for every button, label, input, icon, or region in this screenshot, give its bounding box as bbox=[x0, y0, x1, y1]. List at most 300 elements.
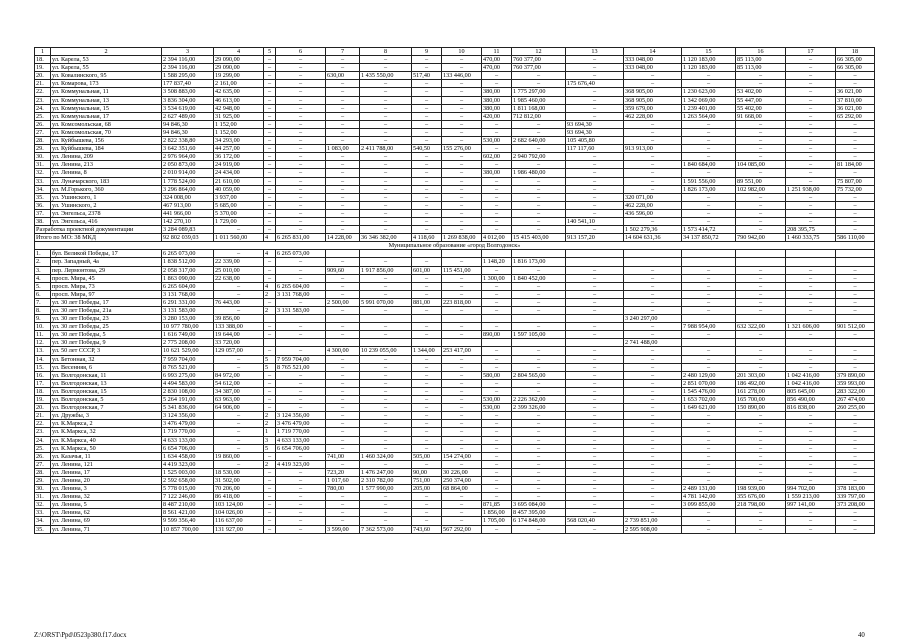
value-cell: – bbox=[836, 347, 875, 355]
value-cell: 7 959 704,00 bbox=[162, 355, 214, 363]
value-cell: – bbox=[786, 476, 836, 484]
value-cell: 8 487 210,00 bbox=[162, 501, 214, 509]
table-row bbox=[35, 169, 875, 177]
value-cell: – bbox=[264, 64, 276, 72]
value-cell: – bbox=[566, 420, 624, 428]
value-cell: 1 573 414,72 bbox=[682, 226, 736, 234]
table-row bbox=[35, 112, 875, 120]
value-cell: 1 634 458,00 bbox=[162, 452, 214, 460]
value-cell: – bbox=[360, 128, 412, 136]
table-row bbox=[35, 72, 875, 80]
value-cell: – bbox=[412, 201, 442, 209]
value-cell: 86 418,00 bbox=[214, 493, 264, 501]
value-cell: – bbox=[786, 412, 836, 420]
value-cell: 253 417,00 bbox=[442, 347, 482, 355]
value-cell: – bbox=[736, 193, 786, 201]
value-cell: – bbox=[360, 428, 412, 436]
value-cell: – bbox=[276, 476, 326, 484]
address-cell: ул. Энгельса, 416 bbox=[51, 217, 162, 225]
address-cell: ул. Луначарского, 183 bbox=[51, 177, 162, 185]
value-cell: – bbox=[412, 88, 442, 96]
value-cell: – bbox=[786, 137, 836, 145]
value-cell: – bbox=[412, 371, 442, 379]
value-cell: – bbox=[624, 460, 682, 468]
value-cell: 4 633 133,00 bbox=[276, 436, 326, 444]
value-cell: 8 765 521,00 bbox=[162, 363, 214, 371]
value-cell: – bbox=[276, 404, 326, 412]
value-cell: – bbox=[214, 290, 264, 298]
address-cell: ул. К.Маркса, 50 bbox=[51, 444, 162, 452]
value-cell: – bbox=[736, 266, 786, 274]
value-cell: – bbox=[624, 120, 682, 128]
value-cell: 92 802 039,03 bbox=[162, 234, 214, 242]
value-cell: – bbox=[624, 290, 682, 298]
value-cell: – bbox=[412, 104, 442, 112]
value-cell: – bbox=[836, 290, 875, 298]
value-cell: – bbox=[786, 452, 836, 460]
value-cell: 2 592 658,00 bbox=[162, 476, 214, 484]
value-cell bbox=[482, 339, 512, 347]
value-cell: 1 588 295,00 bbox=[162, 72, 214, 80]
table-row bbox=[35, 266, 875, 274]
row-number-cell: 34. bbox=[35, 185, 51, 193]
register-page bbox=[34, 47, 874, 534]
row-number-cell: 3. bbox=[35, 266, 51, 274]
value-cell: – bbox=[624, 485, 682, 493]
value-cell: – bbox=[736, 226, 786, 234]
value-cell: – bbox=[482, 525, 512, 533]
value-cell: 909,60 bbox=[326, 266, 360, 274]
row-number-cell: 34. bbox=[35, 517, 51, 525]
value-cell: – bbox=[736, 476, 786, 484]
value-cell: – bbox=[786, 104, 836, 112]
value-cell: 37 810,00 bbox=[836, 96, 875, 104]
value-cell: – bbox=[736, 298, 786, 306]
value-cell: – bbox=[512, 460, 566, 468]
value-cell: – bbox=[276, 226, 326, 234]
value-cell: – bbox=[264, 485, 276, 493]
value-cell: – bbox=[442, 104, 482, 112]
value-cell: – bbox=[276, 468, 326, 476]
value-cell: – bbox=[412, 493, 442, 501]
value-cell: – bbox=[264, 387, 276, 395]
value-cell: – bbox=[566, 476, 624, 484]
value-cell: – bbox=[566, 153, 624, 161]
value-cell bbox=[482, 250, 512, 258]
address-cell: ул. Ушинского, 2 bbox=[51, 201, 162, 209]
row-number-cell: 13. bbox=[35, 347, 51, 355]
value-cell: 470,00 bbox=[482, 56, 512, 64]
value-cell: 10 977 780,00 bbox=[162, 323, 214, 331]
value-cell: – bbox=[512, 525, 566, 533]
address-cell: ул. Бетонная, 32 bbox=[51, 355, 162, 363]
value-cell: – bbox=[442, 331, 482, 339]
value-cell: 1 826 173,00 bbox=[682, 185, 736, 193]
value-cell bbox=[736, 315, 786, 323]
value-cell: – bbox=[482, 485, 512, 493]
value-cell: 2 489 131,00 bbox=[682, 485, 736, 493]
address-cell: ул. Куйбышева, 184 bbox=[51, 145, 162, 153]
value-cell: – bbox=[482, 444, 512, 452]
value-cell: – bbox=[326, 64, 360, 72]
value-cell: – bbox=[786, 112, 836, 120]
value-cell: – bbox=[264, 120, 276, 128]
value-cell: – bbox=[682, 266, 736, 274]
row-number-cell: 37. bbox=[35, 209, 51, 217]
value-cell: – bbox=[624, 274, 682, 282]
value-cell: – bbox=[214, 420, 264, 428]
value-cell: – bbox=[482, 201, 512, 209]
value-cell: – bbox=[412, 161, 442, 169]
value-cell: 568 020,40 bbox=[566, 517, 624, 525]
value-cell: – bbox=[360, 460, 412, 468]
value-cell: – bbox=[264, 88, 276, 96]
row-number-cell: 17. bbox=[35, 379, 51, 387]
value-cell: – bbox=[786, 177, 836, 185]
value-cell: 5 685,00 bbox=[214, 201, 264, 209]
value-cell: 368 905,00 bbox=[624, 96, 682, 104]
value-cell: – bbox=[482, 363, 512, 371]
value-cell: – bbox=[736, 153, 786, 161]
value-cell: – bbox=[360, 355, 412, 363]
value-cell: 19 644,00 bbox=[214, 331, 264, 339]
value-cell: – bbox=[566, 56, 624, 64]
value-cell: – bbox=[682, 80, 736, 88]
value-cell: – bbox=[264, 185, 276, 193]
value-cell: 1 840 684,00 bbox=[682, 161, 736, 169]
value-cell: – bbox=[276, 137, 326, 145]
value-cell: – bbox=[482, 120, 512, 128]
address-cell: ул. Ковалинского, 95 bbox=[51, 72, 162, 80]
value-cell: – bbox=[360, 258, 412, 266]
value-cell: – bbox=[624, 355, 682, 363]
value-cell: 34 293,00 bbox=[214, 137, 264, 145]
value-cell: – bbox=[326, 274, 360, 282]
value-cell: – bbox=[624, 331, 682, 339]
value-cell: 1 653 702,00 bbox=[682, 396, 736, 404]
value-cell: 142 270,10 bbox=[162, 217, 214, 225]
value-cell: – bbox=[836, 274, 875, 282]
value-cell: – bbox=[412, 209, 442, 217]
value-cell: 115 451,00 bbox=[442, 266, 482, 274]
value-cell: – bbox=[836, 412, 875, 420]
value-cell: – bbox=[482, 452, 512, 460]
value-cell: 380,00 bbox=[482, 96, 512, 104]
value-cell: – bbox=[512, 323, 566, 331]
value-cell: 3 284 089,83 bbox=[162, 226, 214, 234]
value-cell: – bbox=[566, 266, 624, 274]
value-cell: – bbox=[786, 96, 836, 104]
value-cell: – bbox=[412, 428, 442, 436]
value-cell: – bbox=[624, 468, 682, 476]
row-number-cell: 5. bbox=[35, 282, 51, 290]
value-cell: – bbox=[682, 460, 736, 468]
value-cell: – bbox=[326, 120, 360, 128]
value-cell: 117 117,60 bbox=[566, 145, 624, 153]
value-cell: – bbox=[566, 201, 624, 209]
row-number-cell: 26. bbox=[35, 452, 51, 460]
value-cell: – bbox=[836, 331, 875, 339]
value-cell: – bbox=[786, 161, 836, 169]
value-cell: – bbox=[442, 363, 482, 371]
section-row bbox=[35, 242, 875, 250]
value-cell: – bbox=[442, 444, 482, 452]
value-cell: – bbox=[736, 363, 786, 371]
value-cell: 2 394 116,00 bbox=[162, 56, 214, 64]
value-cell: – bbox=[214, 363, 264, 371]
value-cell bbox=[786, 250, 836, 258]
value-cell: – bbox=[360, 387, 412, 395]
value-cell: – bbox=[264, 323, 276, 331]
value-cell: – bbox=[214, 282, 264, 290]
address-cell: ул. Ленина, 62 bbox=[51, 509, 162, 517]
table-row bbox=[35, 476, 875, 484]
value-cell: – bbox=[276, 371, 326, 379]
row-number-cell: 38. bbox=[35, 217, 51, 225]
value-cell: – bbox=[326, 307, 360, 315]
value-cell: – bbox=[326, 177, 360, 185]
value-cell: – bbox=[566, 193, 624, 201]
value-cell: 2 bbox=[264, 460, 276, 468]
value-cell: – bbox=[786, 209, 836, 217]
value-cell: 530,00 bbox=[482, 396, 512, 404]
value-cell: – bbox=[624, 80, 682, 88]
value-cell: – bbox=[624, 420, 682, 428]
value-cell bbox=[836, 315, 875, 323]
value-cell: 223 818,00 bbox=[442, 298, 482, 306]
value-cell: – bbox=[786, 266, 836, 274]
value-cell: 436 596,00 bbox=[624, 209, 682, 217]
address-cell: просп. Мира, 97 bbox=[51, 290, 162, 298]
value-cell: 5 341 836,00 bbox=[162, 404, 214, 412]
table-row bbox=[35, 145, 875, 153]
value-cell: 380,00 bbox=[482, 88, 512, 96]
address-cell: ул. 30 лет Победы, 9 bbox=[51, 339, 162, 347]
value-cell: – bbox=[736, 145, 786, 153]
value-cell: – bbox=[326, 444, 360, 452]
value-cell: – bbox=[326, 128, 360, 136]
value-cell bbox=[682, 315, 736, 323]
value-cell: – bbox=[482, 420, 512, 428]
value-cell: 1 042 416,00 bbox=[786, 371, 836, 379]
value-cell: – bbox=[512, 428, 566, 436]
value-cell: – bbox=[566, 323, 624, 331]
value-cell: 42 948,00 bbox=[214, 104, 264, 112]
value-cell: – bbox=[482, 387, 512, 395]
value-cell: – bbox=[412, 56, 442, 64]
table-row bbox=[35, 298, 875, 306]
value-cell bbox=[624, 250, 682, 258]
table-row bbox=[35, 468, 875, 476]
value-cell: 177 837,40 bbox=[162, 80, 214, 88]
address-cell: ул. Волгодонская, 13 bbox=[51, 379, 162, 387]
value-cell: – bbox=[264, 193, 276, 201]
value-cell: 6 654 706,00 bbox=[162, 444, 214, 452]
row-number-cell: 27. bbox=[35, 128, 51, 136]
value-cell: – bbox=[786, 169, 836, 177]
value-cell: – bbox=[276, 525, 326, 533]
value-cell: 6 265 073,00 bbox=[162, 250, 214, 258]
value-cell: 1 559 213,00 bbox=[786, 493, 836, 501]
value-cell: – bbox=[512, 444, 566, 452]
value-cell: – bbox=[276, 96, 326, 104]
value-cell: – bbox=[276, 452, 326, 460]
address-cell: ул. Ушинского, 1 bbox=[51, 193, 162, 201]
value-cell bbox=[566, 258, 624, 266]
value-cell: – bbox=[624, 363, 682, 371]
address-cell: ул. Ленина, 20 bbox=[51, 476, 162, 484]
value-cell: – bbox=[326, 217, 360, 225]
value-cell: – bbox=[836, 72, 875, 80]
value-cell: – bbox=[326, 96, 360, 104]
value-cell: – bbox=[214, 307, 264, 315]
table-row bbox=[35, 436, 875, 444]
row-number-cell: 20. bbox=[35, 72, 51, 80]
value-cell: – bbox=[264, 226, 276, 234]
value-cell: – bbox=[264, 501, 276, 509]
address-cell: ул. Коммунальная, 11 bbox=[51, 88, 162, 96]
value-cell: 2 739 851,00 bbox=[624, 517, 682, 525]
value-cell: 1 321 606,00 bbox=[786, 323, 836, 331]
value-cell: – bbox=[326, 226, 360, 234]
value-cell: 129 057,00 bbox=[214, 347, 264, 355]
value-cell: 34 137 850,72 bbox=[682, 234, 736, 242]
value-cell bbox=[736, 258, 786, 266]
value-cell: 505,00 bbox=[412, 452, 442, 460]
column-number-cell: 3 bbox=[162, 48, 214, 56]
table-row bbox=[35, 80, 875, 88]
value-cell: – bbox=[412, 355, 442, 363]
value-cell: – bbox=[566, 161, 624, 169]
value-cell: – bbox=[412, 137, 442, 145]
value-cell: – bbox=[264, 347, 276, 355]
row-number-cell: 18. bbox=[35, 387, 51, 395]
value-cell: 3 476 479,00 bbox=[162, 420, 214, 428]
address-cell: пер. Лермонтова, 29 bbox=[51, 266, 162, 274]
column-number-cell: 17 bbox=[786, 48, 836, 56]
value-cell: – bbox=[326, 420, 360, 428]
row-number-cell: 6. bbox=[35, 290, 51, 298]
value-cell: – bbox=[566, 363, 624, 371]
value-cell: 462 228,00 bbox=[624, 112, 682, 120]
value-cell: – bbox=[786, 420, 836, 428]
value-cell: – bbox=[326, 501, 360, 509]
value-cell: – bbox=[326, 428, 360, 436]
value-cell: 19 860,00 bbox=[214, 452, 264, 460]
value-cell: – bbox=[360, 307, 412, 315]
value-cell: – bbox=[786, 128, 836, 136]
value-cell: 1 152,00 bbox=[214, 128, 264, 136]
value-cell: 22 638,00 bbox=[214, 274, 264, 282]
value-cell: 54 612,00 bbox=[214, 379, 264, 387]
row-number-cell: 35. bbox=[35, 193, 51, 201]
value-cell: – bbox=[360, 201, 412, 209]
value-cell: – bbox=[512, 298, 566, 306]
value-cell: 1 017,60 bbox=[326, 476, 360, 484]
value-cell: – bbox=[836, 525, 875, 533]
value-cell: 2 500,00 bbox=[326, 298, 360, 306]
value-cell: – bbox=[512, 72, 566, 80]
value-cell: 31 502,00 bbox=[214, 476, 264, 484]
value-cell: 70 206,00 bbox=[214, 485, 264, 493]
value-cell: – bbox=[682, 193, 736, 201]
value-cell: – bbox=[482, 266, 512, 274]
value-cell: – bbox=[442, 80, 482, 88]
value-cell: – bbox=[264, 80, 276, 88]
value-cell: 116 637,00 bbox=[214, 517, 264, 525]
value-cell: – bbox=[412, 112, 442, 120]
value-cell: – bbox=[736, 217, 786, 225]
value-cell bbox=[682, 250, 736, 258]
value-cell: 780,00 bbox=[326, 485, 360, 493]
value-cell: – bbox=[624, 452, 682, 460]
table-row bbox=[35, 104, 875, 112]
column-number-cell: 8 bbox=[360, 48, 412, 56]
value-cell: 997 141,00 bbox=[786, 501, 836, 509]
column-number-cell: 10 bbox=[442, 48, 482, 56]
value-cell: 3 131 768,00 bbox=[276, 290, 326, 298]
value-cell: – bbox=[624, 404, 682, 412]
value-cell: – bbox=[264, 217, 276, 225]
row-number-cell: 19. bbox=[35, 64, 51, 72]
value-cell: – bbox=[786, 468, 836, 476]
value-cell: – bbox=[276, 396, 326, 404]
value-cell: – bbox=[566, 371, 624, 379]
value-cell: – bbox=[786, 525, 836, 533]
address-cell: ул. Карела, 55 bbox=[51, 64, 162, 72]
value-cell: – bbox=[442, 493, 482, 501]
value-cell: – bbox=[412, 444, 442, 452]
value-cell: – bbox=[482, 226, 512, 234]
row-number-cell: 19. bbox=[35, 396, 51, 404]
value-cell: 3 695 084,00 bbox=[512, 501, 566, 509]
value-cell: – bbox=[682, 436, 736, 444]
value-cell: 723,20 bbox=[326, 468, 360, 476]
row-number-cell: 23. bbox=[35, 428, 51, 436]
value-cell: 14 228,00 bbox=[326, 234, 360, 242]
value-cell: 36 346 382,00 bbox=[360, 234, 412, 242]
value-cell: 3 937,00 bbox=[214, 193, 264, 201]
table-row bbox=[35, 501, 875, 509]
value-cell: 1 597 105,00 bbox=[512, 331, 566, 339]
value-cell: – bbox=[836, 452, 875, 460]
value-cell: 198 939,00 bbox=[736, 485, 786, 493]
value-cell: – bbox=[442, 201, 482, 209]
value-cell: – bbox=[624, 72, 682, 80]
value-cell: – bbox=[276, 298, 326, 306]
value-cell: – bbox=[682, 468, 736, 476]
value-cell: – bbox=[326, 323, 360, 331]
summary-label-cell: Разработка проектной документации bbox=[35, 226, 162, 234]
value-cell: – bbox=[836, 476, 875, 484]
value-cell: – bbox=[264, 177, 276, 185]
address-cell: ул. Дружбы, 3 bbox=[51, 412, 162, 420]
value-cell: – bbox=[442, 258, 482, 266]
value-cell: 2 830 108,00 bbox=[162, 387, 214, 395]
value-cell bbox=[326, 315, 360, 323]
value-cell: – bbox=[326, 112, 360, 120]
value-cell: – bbox=[326, 56, 360, 64]
value-cell: – bbox=[836, 137, 875, 145]
value-cell: – bbox=[442, 396, 482, 404]
value-cell: 44 257,00 bbox=[214, 145, 264, 153]
value-cell: 3 476 479,00 bbox=[276, 420, 326, 428]
value-cell: – bbox=[276, 128, 326, 136]
value-cell: 913 157,20 bbox=[566, 234, 624, 242]
value-cell: 378 183,00 bbox=[836, 485, 875, 493]
value-cell: – bbox=[442, 56, 482, 64]
value-cell: – bbox=[412, 379, 442, 387]
